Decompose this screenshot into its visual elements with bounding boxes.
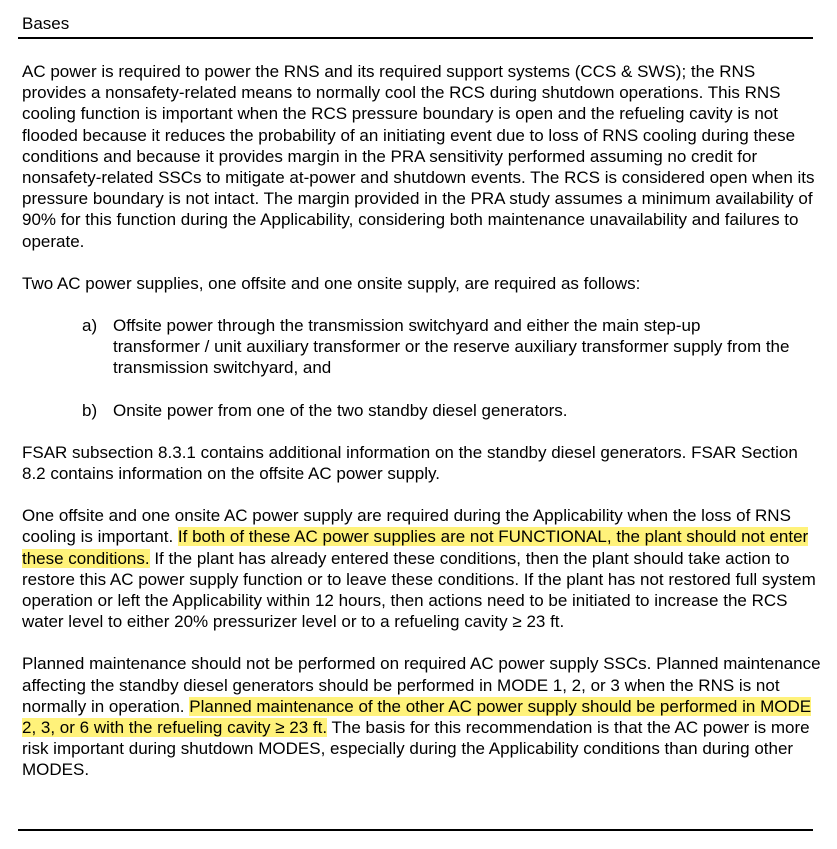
list-item-text: Offsite power through the transmission switchyard and either the main step-up transformer / unit auxiliary transformer or the reserve auxiliary transformer supply from the transmission switchyard, and xyxy=(113,316,790,378)
paragraph-ac-power-required: AC power is required to power the RNS and its required support systems (CCS & SWS); the RNS provides a nonsafety-related means to normally cool the RCS during shutdown operations. This RNS cooling function is important when the RCS pressure boundary is open and the refueling cavity is not flooded because it reduces the probability of an initiating event due to loss of RNS cooling during these conditions and because it provides margin in the PRA sensitivity performed assuming no credit for nonsafety-related SSCs to mitigate at-power and shutdown events. The RCS is considered open when its pressure boundary is not intact. The margin provided in the PRA study assumes a minimum availability of 90% for this function during the Applicability, considering both maintenance unavailability and failures to operate. xyxy=(22,62,815,251)
bottom-divider xyxy=(18,829,813,831)
highlighted-text: Planned maintenance of the other AC power supply should be performed in MODE 2, 3, or 6 with the refueling cavity ≥ 23 ft. xyxy=(22,696,812,738)
section-heading: Bases xyxy=(22,14,70,33)
list-item xyxy=(22,400,822,421)
supply-list xyxy=(22,315,822,421)
list-item xyxy=(22,315,822,379)
paragraph-fsar-reference: FSAR subsection 8.3.1 contains additional information on the standby diesel generators. FSAR Section 8.2 contains information on the offsite AC power supply. xyxy=(22,442,798,484)
paragraph-text: One offsite and one onsite AC power supply are required during the Applicability when the loss of RNS cooling is important. xyxy=(22,506,791,547)
top-divider xyxy=(18,37,813,39)
highlighted-text: If both of these AC power supplies are not FUNCTIONAL, the plant should not enter these conditions. xyxy=(22,527,809,568)
paragraph-planned-maintenance xyxy=(22,653,822,780)
list-item-text: Onsite power from one of the two standby diesel generators. xyxy=(113,400,568,420)
paragraph-two-supplies: Two AC power supplies, one offsite and one onsite supply, are required as follows: xyxy=(22,273,641,293)
list-marker: b) xyxy=(82,400,98,420)
list-marker: a) xyxy=(82,316,98,336)
bases-body xyxy=(22,61,822,802)
paragraph-text: Planned maintenance should not be performed on required AC power supply SSCs. Planned maintenance affecting the standby diesel generators should be performed in MODE 1, 2, or 3 when the RNS is not normally in operation. xyxy=(22,654,821,716)
paragraph-applicability xyxy=(22,505,822,632)
paragraph-text: The basis for this recommendation is that the AC power is more risk important during shutdown MODES, especially during the Applicability conditions than during other MODES. xyxy=(22,718,810,780)
paragraph-text: If the plant has already entered these conditions, then the plant should take action to restore this AC power supply function or to leave these conditions. If the plant has not restored full system operation or left the Applicability within 12 hours, then actions need to be initiated to increase the RCS water level to either 20% pressurizer level or to a refueling cavity ≥ 23 ft. xyxy=(22,548,816,632)
